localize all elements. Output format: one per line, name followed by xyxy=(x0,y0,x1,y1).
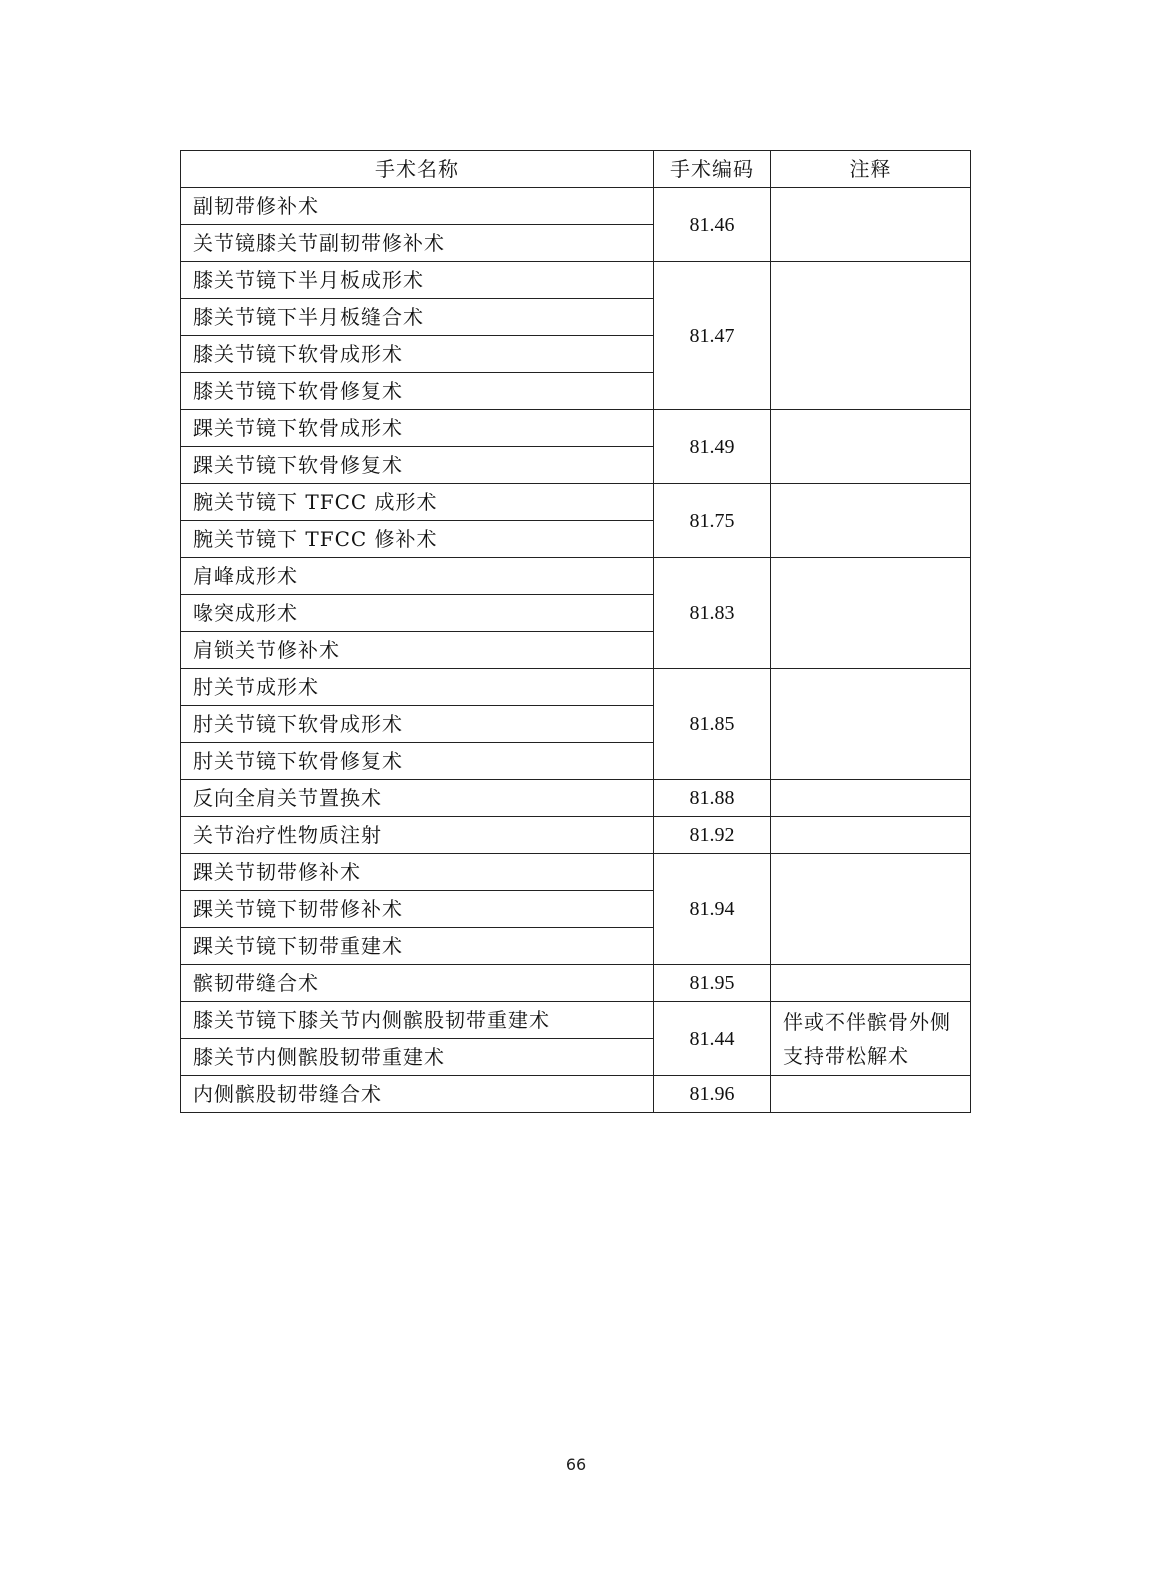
procedure-name-cell: 腕关节镜下 TFCC 成形术 xyxy=(181,484,654,521)
procedure-name-cell: 踝关节镜下软骨成形术 xyxy=(181,410,654,447)
procedure-name-cell: 踝关节镜下韧带重建术 xyxy=(181,928,654,965)
procedure-name-cell: 内侧髌股韧带缝合术 xyxy=(181,1076,654,1113)
procedure-name-cell: 踝关节韧带修补术 xyxy=(181,854,654,891)
procedure-code-cell: 81.46 xyxy=(654,188,771,262)
note-cell xyxy=(771,780,971,817)
table-row xyxy=(181,188,971,225)
note-cell xyxy=(771,188,971,262)
procedure-name-cell: 关节治疗性物质注射 xyxy=(181,817,654,854)
table-row xyxy=(181,854,971,891)
procedure-name-cell: 膝关节镜下软骨修复术 xyxy=(181,373,654,410)
procedure-code-cell: 81.83 xyxy=(654,558,771,669)
table-row xyxy=(181,484,971,521)
procedure-name-cell: 踝关节镜下韧带修补术 xyxy=(181,891,654,928)
note-cell xyxy=(771,484,971,558)
procedure-name-cell: 副韧带修补术 xyxy=(181,188,654,225)
procedure-code-table xyxy=(180,150,971,1113)
table-row xyxy=(181,780,971,817)
procedure-code-cell: 81.44 xyxy=(654,1002,771,1076)
procedure-name-cell: 膝关节镜下膝关节内侧髌股韧带重建术 xyxy=(181,1002,654,1039)
note-cell: 伴或不伴髌骨外侧支持带松解术 xyxy=(771,1002,971,1076)
table-row xyxy=(181,1076,971,1113)
note-cell xyxy=(771,669,971,780)
procedure-name-cell: 肩峰成形术 xyxy=(181,558,654,595)
procedure-name-cell: 肘关节镜下软骨修复术 xyxy=(181,743,654,780)
procedure-name-cell: 肩锁关节修补术 xyxy=(181,632,654,669)
table-body xyxy=(181,188,971,1113)
header-procedure-code: 手术编码 xyxy=(654,151,771,188)
note-cell xyxy=(771,854,971,965)
procedure-code-cell: 81.95 xyxy=(654,965,771,1002)
procedure-name-cell: 踝关节镜下软骨修复术 xyxy=(181,447,654,484)
procedure-name-cell: 膝关节镜下半月板缝合术 xyxy=(181,299,654,336)
table-row xyxy=(181,1002,971,1039)
table-row xyxy=(181,817,971,854)
table-row xyxy=(181,558,971,595)
procedure-name-cell: 膝关节内侧髌股韧带重建术 xyxy=(181,1039,654,1076)
procedure-code-cell: 81.85 xyxy=(654,669,771,780)
procedure-name-cell: 关节镜膝关节副韧带修补术 xyxy=(181,225,654,262)
procedure-name-cell: 膝关节镜下半月板成形术 xyxy=(181,262,654,299)
procedure-name-cell: 腕关节镜下 TFCC 修补术 xyxy=(181,521,654,558)
header-procedure-name: 手术名称 xyxy=(181,151,654,188)
note-cell xyxy=(771,817,971,854)
note-cell xyxy=(771,410,971,484)
procedure-code-cell: 81.47 xyxy=(654,262,771,410)
procedure-name-cell: 肘关节镜下软骨成形术 xyxy=(181,706,654,743)
procedure-code-cell: 81.49 xyxy=(654,410,771,484)
procedure-code-cell: 81.92 xyxy=(654,817,771,854)
table-row xyxy=(181,965,971,1002)
table-row xyxy=(181,410,971,447)
procedure-code-cell: 81.96 xyxy=(654,1076,771,1113)
page-number: 66 xyxy=(565,1455,587,1474)
procedure-name-cell: 反向全肩关节置换术 xyxy=(181,780,654,817)
procedure-code-cell: 81.88 xyxy=(654,780,771,817)
procedure-name-cell: 膝关节镜下软骨成形术 xyxy=(181,336,654,373)
procedure-code-cell: 81.75 xyxy=(654,484,771,558)
procedure-code-cell: 81.94 xyxy=(654,854,771,965)
note-cell xyxy=(771,1076,971,1113)
note-cell xyxy=(771,558,971,669)
table-row xyxy=(181,669,971,706)
note-cell xyxy=(771,965,971,1002)
table-header-row xyxy=(181,151,971,188)
procedure-name-cell: 肘关节成形术 xyxy=(181,669,654,706)
note-cell xyxy=(771,262,971,410)
procedure-name-cell: 喙突成形术 xyxy=(181,595,654,632)
header-note: 注释 xyxy=(771,151,971,188)
procedure-name-cell: 髌韧带缝合术 xyxy=(181,965,654,1002)
table-row xyxy=(181,262,971,299)
